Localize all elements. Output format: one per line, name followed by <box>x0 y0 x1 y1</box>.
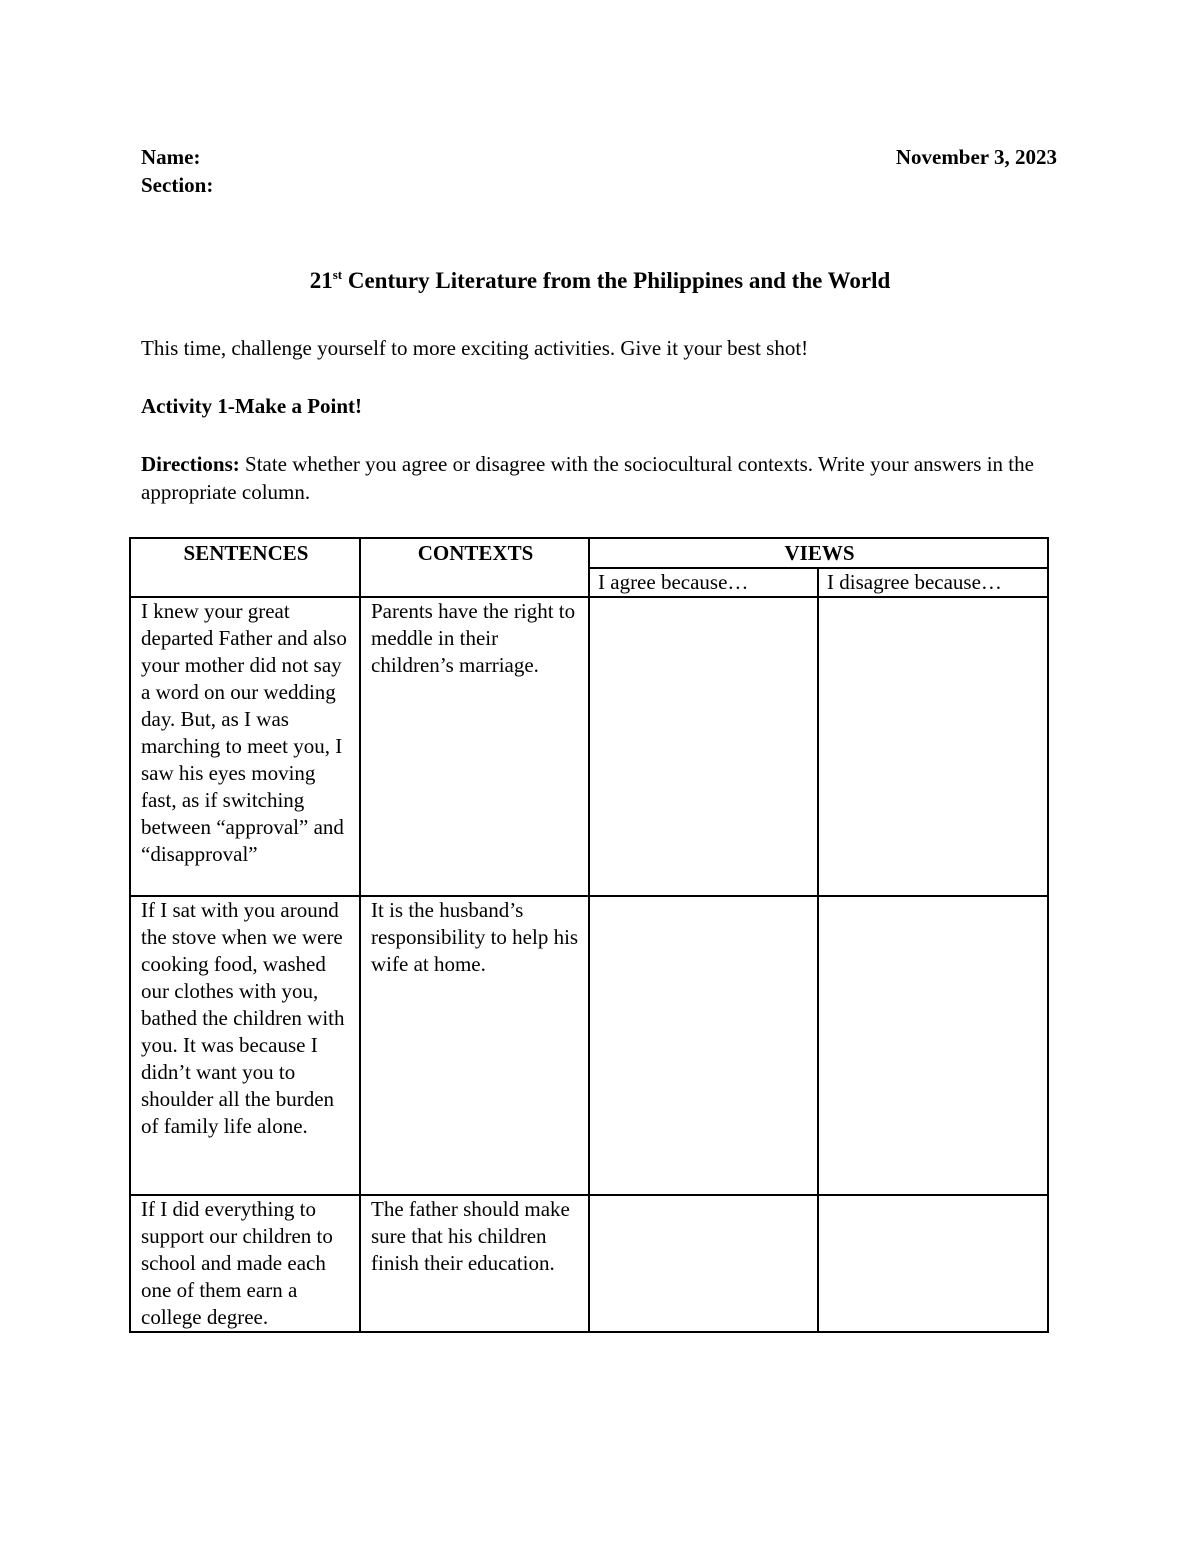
section-label: Section: <box>141 173 214 197</box>
table-header-row <box>130 538 1048 568</box>
disagree-answer-cell[interactable] <box>818 896 1048 1195</box>
date-label: November 3, 2023 <box>895 145 1057 169</box>
intro-text: This time, challenge yourself to more exciting activities. Give it your best shot! <box>141 336 809 360</box>
agree-answer-cell[interactable] <box>589 896 818 1195</box>
name-label: Name: <box>141 145 201 169</box>
directions <box>141 450 1041 506</box>
table-row <box>130 597 1048 896</box>
header-views: VIEWS <box>589 538 1048 568</box>
sentence-cell: I knew your great departed Father and also your mother did not say a word on our wedding day. But, as I was marching to meet you, I saw his eyes moving fast, as if switching between “approval” and “disapproval” <box>130 597 360 896</box>
context-cell: The father should make sure that his children finish their education. <box>360 1195 589 1332</box>
disagree-answer-cell[interactable] <box>818 597 1048 896</box>
agree-answer-cell[interactable] <box>589 597 818 896</box>
table-row <box>130 1195 1048 1332</box>
header-contexts: CONTEXTS <box>360 538 589 597</box>
disagree-answer-cell[interactable] <box>818 1195 1048 1332</box>
header-agree: I agree because… <box>589 568 818 597</box>
title-rest: Century Literature from the Philippines and the World <box>342 268 891 293</box>
title-prefix: 21 <box>309 268 333 293</box>
agree-answer-cell[interactable] <box>589 1195 818 1332</box>
header-disagree: I disagree because… <box>818 568 1048 597</box>
directions-text: State whether you agree or disagree with the sociocultural contexts. Write your answers in the appropriate column. <box>141 452 1034 504</box>
directions-label: Directions: <box>141 452 240 476</box>
context-cell: Parents have the right to meddle in their children’s marriage. <box>360 597 589 896</box>
sentence-cell: If I did everything to support our children to school and made each one of them earn a college degree. <box>130 1195 360 1332</box>
header-sentences: SENTENCES <box>130 538 360 597</box>
sentence-cell: If I sat with you around the stove when we were cooking food, washed our clothes with you, bathed the children with you. It was because I didn’t want you to shoulder all the burden of family life alone. <box>130 896 360 1195</box>
table-row <box>130 896 1048 1195</box>
title-superscript: st <box>332 267 343 282</box>
page-title <box>0 266 1200 296</box>
activity-table <box>129 537 1049 1333</box>
activity-title: Activity 1-Make a Point! <box>141 394 363 418</box>
context-cell: It is the husband’s responsibility to help his wife at home. <box>360 896 589 1195</box>
